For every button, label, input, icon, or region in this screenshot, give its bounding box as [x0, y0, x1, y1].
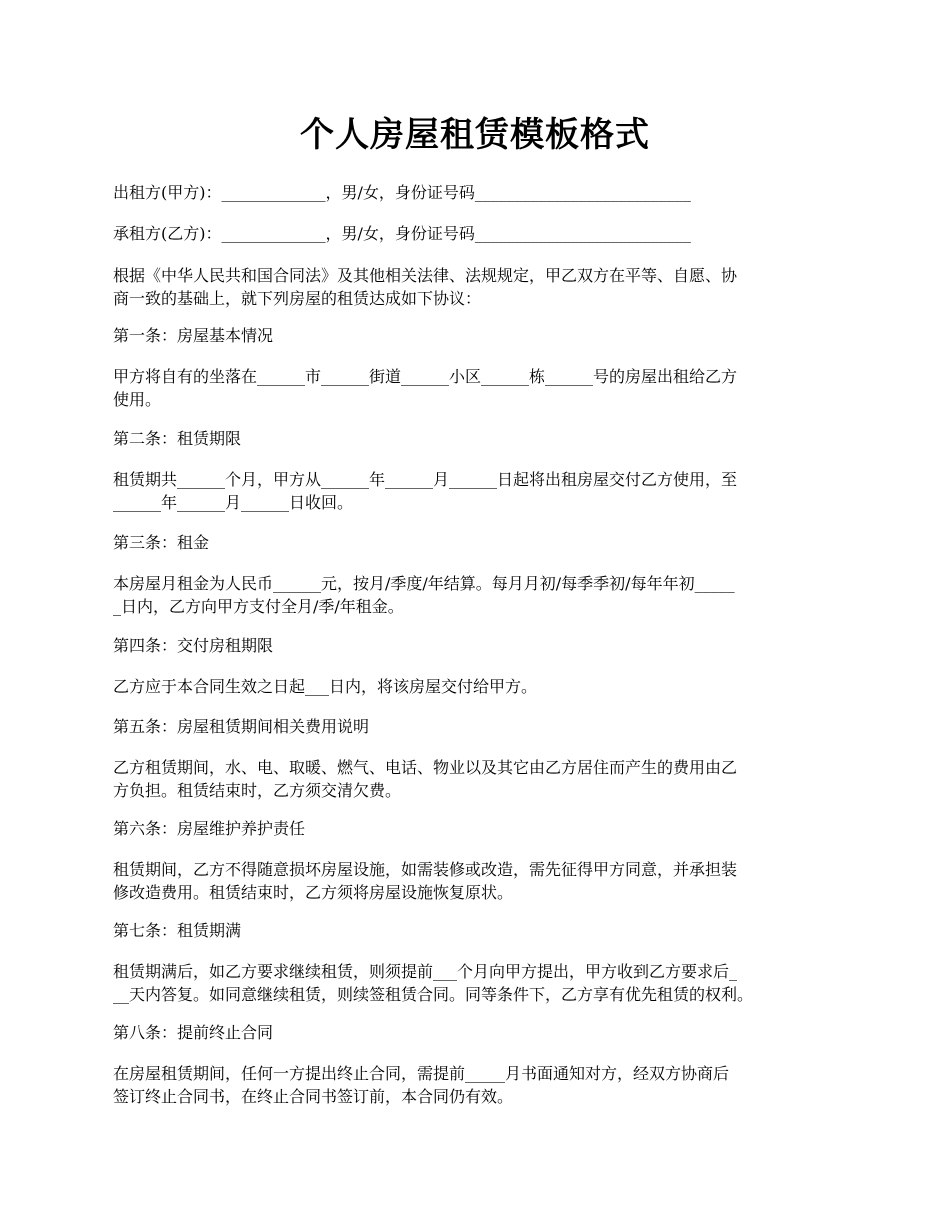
article-heading-text: 第四条：交付房租期限 [113, 636, 274, 655]
article-heading-text: 第八条：提前终止合同 [113, 1023, 274, 1042]
lessor-line [113, 181, 853, 204]
article-7-heading [113, 919, 853, 942]
article-2-body [113, 468, 853, 514]
article-body-line: __天内答复。如同意继续租赁，则续签租赁合同。同等条件下，乙方享有优先租赁的权利。 [113, 985, 754, 1004]
article-6-heading [113, 817, 853, 840]
lessee-text: 承租方(乙方)：_____________，男/女，身份证号码___________________________ [113, 224, 691, 243]
article-body-line: 乙方租赁期间，水、电、取暖、燃气、电话、物业以及其它由乙方居住而产生的费用由乙 [113, 758, 738, 777]
article-heading-text: 第三条：租金 [113, 533, 210, 552]
article-4-heading [113, 634, 853, 657]
document-title: 个人房屋租赁模板格式 [300, 115, 650, 155]
article-heading-text: 第一条：房屋基本情况 [113, 326, 274, 345]
article-5-heading [113, 715, 853, 738]
article-7-body [113, 960, 853, 1006]
article-body-line: ______年______月______日收回。 [113, 493, 354, 512]
article-8-heading [113, 1021, 853, 1044]
preamble-line: 根据《中华人民共和国合同法》及其他相关法律、法规规定，甲乙双方在平等、自愿、协 [113, 266, 738, 285]
article-body-line: 修改造费用。租赁结束时，乙方须将房屋设施恢复原状。 [113, 883, 514, 902]
article-body-line: 方负担。租赁结束时，乙方须交清欠费。 [113, 781, 402, 800]
preamble-paragraph [113, 264, 853, 310]
preamble-line: 商一致的基础上，就下列房屋的租赁达成如下协议： [113, 289, 482, 308]
article-body-line: 乙方应于本合同生效之日起___日内，将该房屋交付给甲方。 [113, 677, 538, 696]
article-1-heading [113, 324, 853, 347]
article-body-line: 签订终止合同书，在终止合同书签订前，本合同仍有效。 [113, 1087, 514, 1106]
article-6-body [113, 858, 853, 904]
article-3-body [113, 572, 853, 618]
article-2-heading [113, 427, 853, 450]
lessor-text: 出租方(甲方)：_____________，男/女，身份证号码___________________________ [113, 183, 691, 202]
article-body-line: 甲方将自有的坐落在______市______街道______小区______栋______号的房屋出租给乙方 [113, 367, 738, 386]
article-4-body [113, 675, 853, 698]
article-5-body [113, 756, 853, 802]
article-heading-text: 第六条：房屋维护养护责任 [113, 819, 306, 838]
article-heading-text: 第七条：租赁期满 [113, 921, 242, 940]
article-body-line: 租赁期满后，如乙方要求继续租赁，则须提前___个月向甲方提出，甲方收到乙方要求后_ [113, 962, 738, 981]
article-8-body [113, 1062, 853, 1108]
article-body-line: 租赁期共______个月，甲方从______年______月______日起将出租房屋交付乙方使用，至 [113, 470, 738, 489]
article-heading-text: 第五条：房屋租赁期间相关费用说明 [113, 717, 370, 736]
lessee-line [113, 222, 853, 245]
article-body-line: 使用。 [113, 390, 162, 409]
article-heading-text: 第二条：租赁期限 [113, 429, 242, 448]
article-1-body [113, 365, 853, 411]
article-body-line: 在房屋租赁期间，任何一方提出终止合同，需提前_____月书面通知对方，经双方协商后 [113, 1064, 730, 1083]
article-body-line: 租赁期间，乙方不得随意损坏房屋设施，如需装修或改造，需先征得甲方同意，并承担装 [113, 860, 738, 879]
article-body-line: 本房屋月租金为人民币______元，按月/季度/年结算。每月月初/每季季初/每年年初_____ [113, 574, 735, 593]
article-body-line: _日内，乙方向甲方支付全月/季/年租金。 [113, 597, 404, 616]
article-3-heading [113, 531, 853, 554]
